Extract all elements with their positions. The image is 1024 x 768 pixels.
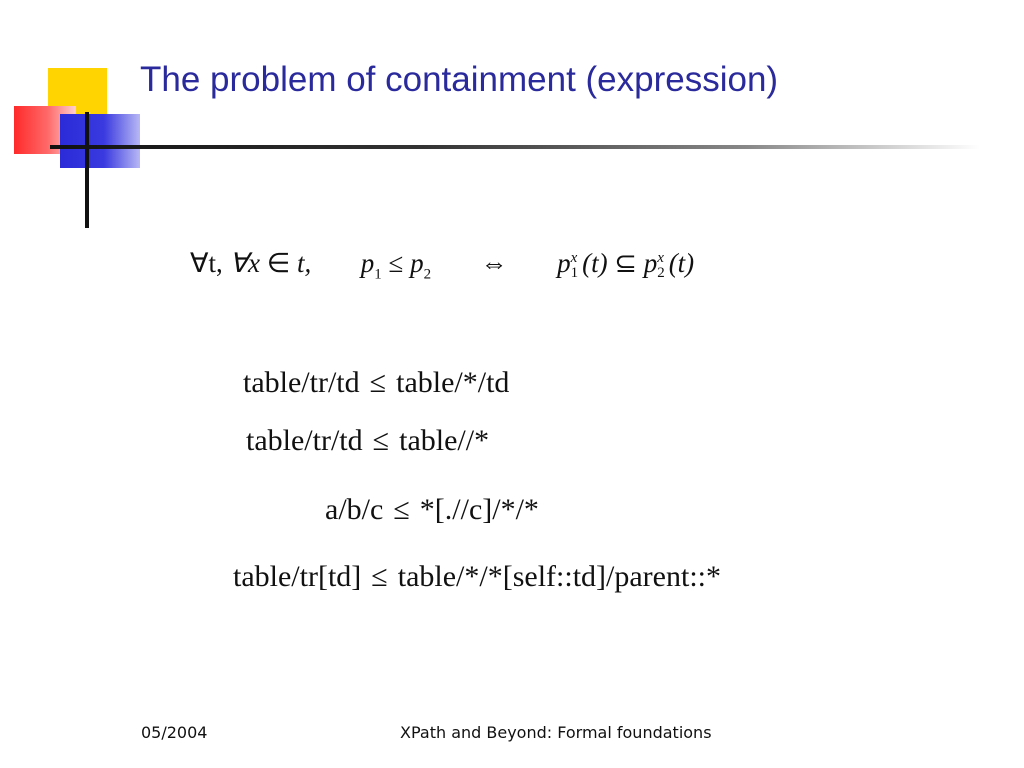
slide-title: The problem of containment (expression) [140,60,779,99]
iff-symbol: ⇔ [480,248,508,278]
subseteq-symbol: ⊆ [614,248,637,278]
containment-example [325,493,539,527]
footer-title: XPath and Beyond: Formal foundations [400,723,712,742]
p2-subscript: 2 [423,266,432,283]
lhs-argument: (t) [582,248,608,278]
lhs-p-symbol: p [557,248,571,278]
rhs-subscript: 2 [657,264,665,281]
footer-date: 05/2004 [141,723,208,742]
containment-example [246,424,489,458]
rhs-p-symbol: p [643,248,658,278]
example-lhs: table/tr/td [243,366,360,399]
forall-t: ∀t, [190,248,223,278]
example-rhs: table/*/td [396,366,510,399]
containment-example [233,560,721,594]
leq-symbol: ≤ [372,424,390,457]
rhs-superscript: x [657,249,664,266]
containment-definition [190,248,694,283]
example-lhs: table/tr/td [246,424,363,457]
var-t: t, [296,248,312,278]
example-lhs: a/b/c [325,493,384,526]
leq-symbol: ≤ [369,366,387,399]
lhs-subscript: 1 [570,264,579,281]
lhs-superscript: x [570,249,578,266]
example-lhs: table/tr[td] [233,560,362,593]
title-underline-rule [50,145,980,149]
element-of-symbol: ∈ [266,248,291,278]
p2-symbol: p [410,248,424,278]
leq-symbol: ≤ [393,493,410,526]
vertical-rule [85,112,89,228]
containment-example [243,366,509,400]
rhs-argument: (t) [668,248,695,278]
p1-subscript: 1 [374,266,382,283]
leq-symbol: ≤ [371,560,388,593]
example-rhs: table/*/*[self::td]/parent::* [397,560,721,593]
forall-x: ∀x [229,248,260,278]
example-rhs: *[.//c]/*/* [419,493,539,526]
blue-square-decoration [60,114,140,168]
leq-symbol: ≤ [388,248,404,278]
p1-symbol: p [360,248,375,278]
example-rhs: table//* [399,424,490,457]
